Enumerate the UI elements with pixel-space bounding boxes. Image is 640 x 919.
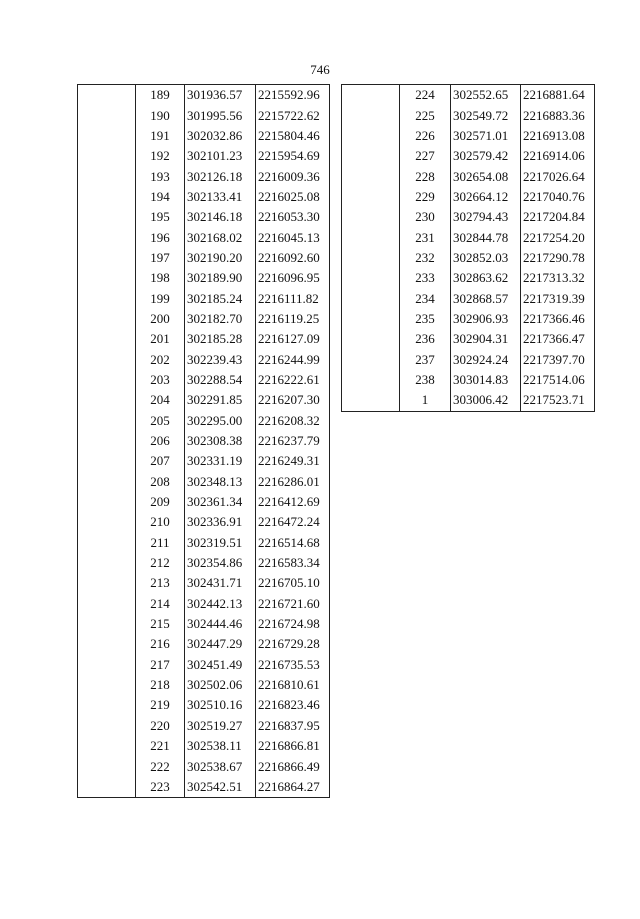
- point-number-cell: 231: [400, 227, 451, 247]
- y-coordinate-cell: 2217254.20: [521, 227, 595, 247]
- point-number-cell: 189: [136, 85, 185, 106]
- x-coordinate-cell: 302868.57: [451, 288, 521, 308]
- y-coordinate-cell: 2216883.36: [521, 105, 595, 125]
- point-number-cell: 235: [400, 309, 451, 329]
- x-coordinate-cell: 302542.51: [185, 777, 256, 798]
- x-coordinate-cell: 302185.24: [185, 288, 256, 308]
- point-number-cell: 190: [136, 105, 185, 125]
- x-coordinate-cell: 302431.71: [185, 573, 256, 593]
- y-coordinate-cell: 2217319.39: [521, 288, 595, 308]
- y-coordinate-cell: 2217290.78: [521, 248, 595, 268]
- point-number-cell: 210: [136, 512, 185, 532]
- point-number-cell: 224: [400, 85, 451, 106]
- x-coordinate-cell: 302239.43: [185, 349, 256, 369]
- point-number-cell: 1: [400, 390, 451, 411]
- point-number-cell: 195: [136, 207, 185, 227]
- x-coordinate-cell: 302185.28: [185, 329, 256, 349]
- y-coordinate-cell: 2216837.95: [256, 716, 330, 736]
- point-number-cell: 238: [400, 370, 451, 390]
- y-coordinate-cell: 2216053.30: [256, 207, 330, 227]
- point-number-cell: 204: [136, 390, 185, 410]
- point-number-cell: 216: [136, 634, 185, 654]
- y-coordinate-cell: 2216866.81: [256, 736, 330, 756]
- x-coordinate-cell: 302361.34: [185, 492, 256, 512]
- table-row: [342, 85, 595, 106]
- point-number-cell: 237: [400, 349, 451, 369]
- y-coordinate-cell: 2216412.69: [256, 492, 330, 512]
- point-number-cell: 212: [136, 553, 185, 573]
- x-coordinate-cell: 302654.08: [451, 166, 521, 186]
- y-coordinate-cell: 2216111.82: [256, 288, 330, 308]
- point-number-cell: 197: [136, 248, 185, 268]
- y-coordinate-cell: 2217523.71: [521, 390, 595, 411]
- y-coordinate-cell: 2216913.08: [521, 126, 595, 146]
- y-coordinate-cell: 2216881.64: [521, 85, 595, 106]
- x-coordinate-cell: 302189.90: [185, 268, 256, 288]
- y-coordinate-cell: 2216721.60: [256, 594, 330, 614]
- point-number-cell: 234: [400, 288, 451, 308]
- x-coordinate-cell: 302552.65: [451, 85, 521, 106]
- blank-column-cell: [78, 85, 136, 798]
- page-number: 746: [310, 62, 330, 77]
- x-coordinate-cell: 302579.42: [451, 146, 521, 166]
- point-number-cell: 201: [136, 329, 185, 349]
- x-coordinate-cell: 302904.31: [451, 329, 521, 349]
- point-number-cell: 193: [136, 166, 185, 186]
- y-coordinate-cell: 2216119.25: [256, 309, 330, 329]
- y-coordinate-cell: 2216096.95: [256, 268, 330, 288]
- y-coordinate-cell: 2216866.49: [256, 756, 330, 776]
- table-row: [78, 85, 330, 106]
- x-coordinate-cell: 302447.29: [185, 634, 256, 654]
- point-number-cell: 228: [400, 166, 451, 186]
- y-coordinate-cell: 2216244.99: [256, 349, 330, 369]
- point-number-cell: 209: [136, 492, 185, 512]
- y-coordinate-cell: 2217366.47: [521, 329, 595, 349]
- y-coordinate-cell: 2216914.06: [521, 146, 595, 166]
- y-coordinate-cell: 2217397.70: [521, 349, 595, 369]
- point-number-cell: 226: [400, 126, 451, 146]
- point-number-cell: 222: [136, 756, 185, 776]
- y-coordinate-cell: 2216705.10: [256, 573, 330, 593]
- point-number-cell: 196: [136, 227, 185, 247]
- x-coordinate-cell: 302331.19: [185, 451, 256, 471]
- x-coordinate-cell: 302336.91: [185, 512, 256, 532]
- y-coordinate-cell: 2216249.31: [256, 451, 330, 471]
- y-coordinate-cell: 2215722.62: [256, 105, 330, 125]
- x-coordinate-cell: 302794.43: [451, 207, 521, 227]
- x-coordinate-cell: 302348.13: [185, 472, 256, 492]
- y-coordinate-cell: 2216025.08: [256, 187, 330, 207]
- x-coordinate-cell: 302442.13: [185, 594, 256, 614]
- y-coordinate-cell: 2216810.61: [256, 675, 330, 695]
- x-coordinate-cell: 302664.12: [451, 187, 521, 207]
- point-number-cell: 221: [136, 736, 185, 756]
- x-coordinate-cell: 302519.27: [185, 716, 256, 736]
- point-number-cell: 233: [400, 268, 451, 288]
- point-number-cell: 215: [136, 614, 185, 634]
- y-coordinate-cell: 2215804.46: [256, 126, 330, 146]
- point-number-cell: 217: [136, 655, 185, 675]
- y-coordinate-cell: 2217313.32: [521, 268, 595, 288]
- x-coordinate-cell: 302444.46: [185, 614, 256, 634]
- x-coordinate-cell: 302906.93: [451, 309, 521, 329]
- point-number-cell: 220: [136, 716, 185, 736]
- point-number-cell: 203: [136, 370, 185, 390]
- point-number-cell: 192: [136, 146, 185, 166]
- coordinates-table-left: [77, 84, 330, 798]
- x-coordinate-cell: 302133.41: [185, 187, 256, 207]
- x-coordinate-cell: 302510.16: [185, 695, 256, 715]
- x-coordinate-cell: 302288.54: [185, 370, 256, 390]
- x-coordinate-cell: 302571.01: [451, 126, 521, 146]
- y-coordinate-cell: 2215954.69: [256, 146, 330, 166]
- y-coordinate-cell: 2216864.27: [256, 777, 330, 798]
- x-coordinate-cell: 301995.56: [185, 105, 256, 125]
- point-number-cell: 191: [136, 126, 185, 146]
- x-coordinate-cell: 302549.72: [451, 105, 521, 125]
- x-coordinate-cell: 302863.62: [451, 268, 521, 288]
- x-coordinate-cell: 303014.83: [451, 370, 521, 390]
- y-coordinate-cell: 2216222.61: [256, 370, 330, 390]
- x-coordinate-cell: 302168.02: [185, 227, 256, 247]
- point-number-cell: 198: [136, 268, 185, 288]
- x-coordinate-cell: 302502.06: [185, 675, 256, 695]
- point-number-cell: 206: [136, 431, 185, 451]
- point-number-cell: 223: [136, 777, 185, 798]
- x-coordinate-cell: 303006.42: [451, 390, 521, 411]
- x-coordinate-cell: 302190.20: [185, 248, 256, 268]
- point-number-cell: 219: [136, 695, 185, 715]
- y-coordinate-cell: 2216472.24: [256, 512, 330, 532]
- y-coordinate-cell: 2216207.30: [256, 390, 330, 410]
- x-coordinate-cell: 302451.49: [185, 655, 256, 675]
- x-coordinate-cell: 302538.67: [185, 756, 256, 776]
- point-number-cell: 208: [136, 472, 185, 492]
- x-coordinate-cell: 302354.86: [185, 553, 256, 573]
- y-coordinate-cell: 2216208.32: [256, 411, 330, 431]
- x-coordinate-cell: 302308.38: [185, 431, 256, 451]
- y-coordinate-cell: 2215592.96: [256, 85, 330, 106]
- coordinates-table-right: [341, 84, 595, 412]
- x-coordinate-cell: 301936.57: [185, 85, 256, 106]
- y-coordinate-cell: 2217366.46: [521, 309, 595, 329]
- y-coordinate-cell: 2216127.09: [256, 329, 330, 349]
- point-number-cell: 194: [136, 187, 185, 207]
- x-coordinate-cell: 302032.86: [185, 126, 256, 146]
- y-coordinate-cell: 2216735.53: [256, 655, 330, 675]
- point-number-cell: 207: [136, 451, 185, 471]
- point-number-cell: 199: [136, 288, 185, 308]
- x-coordinate-cell: 302291.85: [185, 390, 256, 410]
- point-number-cell: 214: [136, 594, 185, 614]
- x-coordinate-cell: 302844.78: [451, 227, 521, 247]
- point-number-cell: 229: [400, 187, 451, 207]
- point-number-cell: 225: [400, 105, 451, 125]
- y-coordinate-cell: 2217514.06: [521, 370, 595, 390]
- x-coordinate-cell: 302101.23: [185, 146, 256, 166]
- y-coordinate-cell: 2216009.36: [256, 166, 330, 186]
- y-coordinate-cell: 2216045.13: [256, 227, 330, 247]
- point-number-cell: 230: [400, 207, 451, 227]
- point-number-cell: 205: [136, 411, 185, 431]
- x-coordinate-cell: 302182.70: [185, 309, 256, 329]
- point-number-cell: 211: [136, 533, 185, 553]
- y-coordinate-cell: 2216823.46: [256, 695, 330, 715]
- x-coordinate-cell: 302538.11: [185, 736, 256, 756]
- y-coordinate-cell: 2216092.60: [256, 248, 330, 268]
- y-coordinate-cell: 2216583.34: [256, 553, 330, 573]
- point-number-cell: 236: [400, 329, 451, 349]
- point-number-cell: 232: [400, 248, 451, 268]
- y-coordinate-cell: 2217204.84: [521, 207, 595, 227]
- blank-column-cell: [342, 85, 400, 412]
- x-coordinate-cell: 302852.03: [451, 248, 521, 268]
- y-coordinate-cell: 2216724.98: [256, 614, 330, 634]
- x-coordinate-cell: 302924.24: [451, 349, 521, 369]
- point-number-cell: 227: [400, 146, 451, 166]
- y-coordinate-cell: 2216286.01: [256, 472, 330, 492]
- x-coordinate-cell: 302295.00: [185, 411, 256, 431]
- x-coordinate-cell: 302146.18: [185, 207, 256, 227]
- point-number-cell: 218: [136, 675, 185, 695]
- y-coordinate-cell: 2216237.79: [256, 431, 330, 451]
- y-coordinate-cell: 2217040.76: [521, 187, 595, 207]
- y-coordinate-cell: 2216514.68: [256, 533, 330, 553]
- y-coordinate-cell: 2216729.28: [256, 634, 330, 654]
- y-coordinate-cell: 2217026.64: [521, 166, 595, 186]
- x-coordinate-cell: 302319.51: [185, 533, 256, 553]
- point-number-cell: 213: [136, 573, 185, 593]
- x-coordinate-cell: 302126.18: [185, 166, 256, 186]
- point-number-cell: 200: [136, 309, 185, 329]
- point-number-cell: 202: [136, 349, 185, 369]
